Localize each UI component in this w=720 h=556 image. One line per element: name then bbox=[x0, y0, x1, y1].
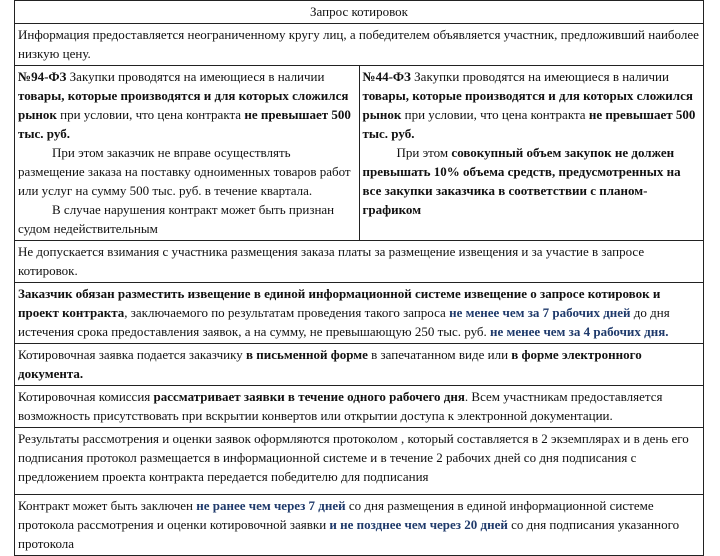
paragraph bbox=[363, 143, 701, 219]
text-segment: при условии, что цена контракта bbox=[56, 107, 245, 122]
quotation-request-table bbox=[14, 0, 704, 556]
col-44fz bbox=[359, 66, 704, 241]
emphasis-text: в письменной форме bbox=[245, 347, 368, 362]
row-info bbox=[15, 24, 704, 66]
text-segment: Котировочная комиссия bbox=[18, 389, 154, 404]
paragraph bbox=[18, 143, 356, 200]
emphasis-text: рассматривает заявки в течение одного рабочего дня bbox=[153, 389, 465, 404]
text-segment: Контракт может быть заключен bbox=[18, 498, 197, 513]
paragraph bbox=[18, 429, 700, 486]
paragraph bbox=[18, 496, 700, 553]
paragraph bbox=[18, 67, 356, 143]
emphasis-text: не превышает 500 тыс. руб. bbox=[18, 107, 351, 141]
paragraph bbox=[18, 345, 700, 383]
text-segment: . Всем участникам предоставляется возможность присутствовать при вскрытии конвертов или открытии доступа к электронной документации. bbox=[18, 389, 663, 423]
text-segment: до дня истечения срока предоставления заявок, а на сумму, не превышающую 250 тыс. руб. bbox=[18, 305, 670, 339]
text-segment: Котировочная заявка подается заказчику bbox=[18, 347, 246, 362]
text-segment: со дня размещения в единой информационной системе протокола рассмотрения и оценки котировочной заявки bbox=[18, 498, 654, 532]
paragraph bbox=[363, 67, 701, 143]
emphasis-text: №44-ФЗ bbox=[362, 69, 415, 84]
emphasis-text: не менее чем за 4 рабочих дня. bbox=[490, 324, 669, 339]
emphasis-text: в форме электронного документа. bbox=[18, 347, 642, 381]
text-segment: Не допускается взимания с участника размещения заказа платы за размещение извещения и за участие в запросе котировок. bbox=[18, 244, 645, 278]
paragraph bbox=[18, 284, 700, 341]
row-contract bbox=[15, 495, 704, 556]
text-segment: в запечатанном виде или bbox=[367, 347, 512, 362]
row-notice bbox=[15, 283, 704, 344]
table-title: Запрос котировок bbox=[15, 1, 704, 24]
text-segment: при условии, что цена контракта bbox=[401, 107, 589, 122]
text-segment: Закупки проводятся на имеющиеся в наличии bbox=[69, 69, 325, 84]
text-segment: Результаты рассмотрения и оценки заявок оформляются протоколом , который составляется в 2 экземплярах и в день его подписания протокол размещается в информационной системе и в течение 2 рабочих дней со дня подписания с предложением проекта контракта передается победителю для подписания bbox=[18, 431, 689, 484]
emphasis-text: №94-ФЗ bbox=[18, 69, 70, 84]
row-application bbox=[15, 344, 704, 386]
text-segment: , заключаемого по результатам проведения такого запроса bbox=[124, 305, 450, 320]
paragraph bbox=[18, 387, 700, 425]
col-94fz bbox=[15, 66, 360, 241]
emphasis-text: не превышает 500 тыс. руб. bbox=[362, 107, 696, 141]
emphasis-text: и не позднее чем через 20 дней bbox=[329, 517, 508, 532]
text-segment: Закупки проводятся на имеющиеся в наличии bbox=[414, 69, 669, 84]
emphasis-text: совокупный объем закупок не должен превышать 10% объема средств, предусмотренных на все закупки заказчика в соответствии с планом-графиком bbox=[362, 145, 681, 217]
row-fee bbox=[15, 241, 704, 283]
emphasis-text: не менее чем за 7 рабочих дней bbox=[449, 305, 631, 320]
text-segment: В случае нарушения контракт может быть признан судом недействительным bbox=[18, 202, 335, 236]
emphasis-text: товары, которые производятся и для которых сложился рынок bbox=[362, 88, 693, 122]
text-segment: При этом заказчик не вправе осуществлять размещение заказа на поставку одноименных товаров работ или услуг на сумму 500 тыс. руб. в течение квартала. bbox=[18, 145, 351, 198]
row-commission bbox=[15, 386, 704, 428]
emphasis-text: Заказчик обязан разместить извещение в единой информационной системе извещение о запросе котировок и проект контракта bbox=[18, 286, 661, 320]
text-segment: Информация предоставляется неограниченному кругу лиц, а победителем объявляется участник, предложивший наиболее низкую цену. bbox=[18, 27, 699, 61]
emphasis-text: не ранее чем через 7 дней bbox=[196, 498, 346, 513]
paragraph bbox=[18, 25, 700, 63]
paragraph bbox=[18, 242, 700, 280]
paragraph bbox=[18, 200, 356, 238]
row-results bbox=[15, 428, 704, 495]
text-segment: При этом bbox=[396, 145, 452, 160]
text-segment: со дня подписания указанного протокола bbox=[18, 517, 680, 551]
emphasis-text: товары, которые производятся и для которых сложился рынок bbox=[18, 88, 349, 122]
